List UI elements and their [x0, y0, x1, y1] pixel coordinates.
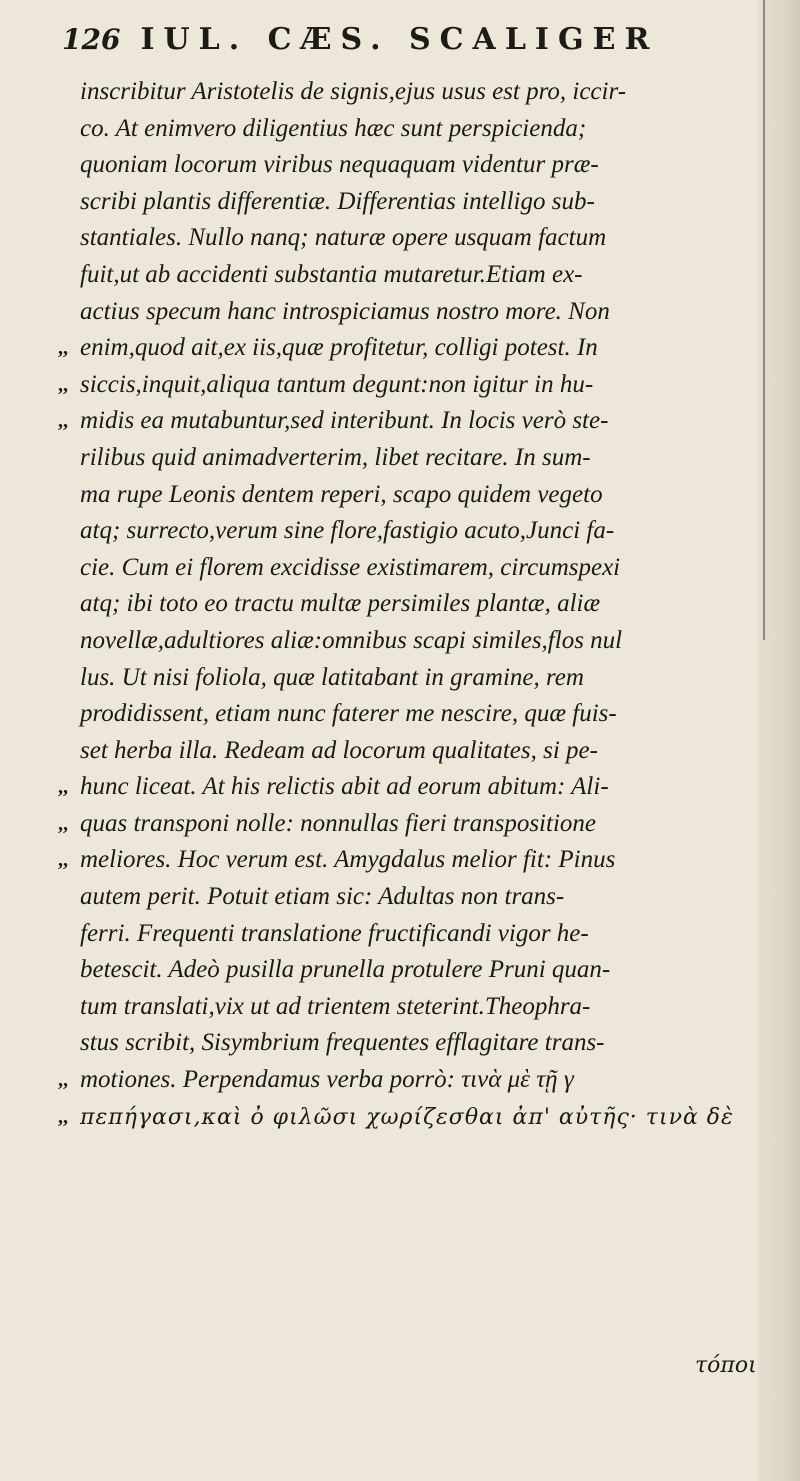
- line-text: quas transponi nolle: nonnullas fieri transpositione: [80, 809, 596, 837]
- line-text: ma rupe Leonis dentem reperi, scapo quidem vegeto: [80, 480, 603, 508]
- running-head: IUL. CÆS. SCALIGER: [140, 22, 659, 57]
- text-line: [62, 623, 766, 660]
- line-text: ferri. Frequenti translatione fructificandi vigor he-: [80, 919, 589, 947]
- quotation-mark: ,,: [58, 410, 68, 433]
- line-text: quoniam locorum viribus nequaquam videntur præ-: [80, 151, 599, 179]
- text-line: [62, 440, 766, 477]
- text-line: [62, 513, 766, 550]
- text-line: [62, 477, 766, 514]
- quotation-mark: ,,: [58, 337, 68, 360]
- text-line: [62, 1025, 766, 1062]
- quotation-mark: ,,: [58, 776, 68, 799]
- text-line: [58, 330, 766, 367]
- line-text: siccis,inquit,aliqua tantum degunt:non igitur in hu-: [80, 370, 594, 398]
- line-text: co. At enimvero diligentius hæc sunt perspicienda;: [80, 114, 587, 142]
- text-line: [62, 916, 766, 953]
- line-text: cie. Cum ei florem excidisse existimarem, circumspexi: [80, 553, 621, 581]
- line-text: autem perit. Potuit etiam sic: Adultas non trans-: [80, 883, 565, 911]
- text-line: [62, 220, 766, 257]
- line-text: motiones. Perpendamus verba porrò: τινὰ μὲ τῇ γ: [80, 1066, 574, 1094]
- line-text: inscribitur Aristotelis de signis,ejus usus est pro, iccir-: [80, 78, 627, 105]
- line-text: tum translati,vix ut ad trientem steterint.Theophra-: [80, 992, 591, 1020]
- text-line: [62, 111, 766, 148]
- line-text: lus. Ut nisi foliola, quæ latitabant in gramine, rem: [80, 663, 584, 691]
- line-text: fuit,ut ab accidenti substantia mutaretur.Etiam ex-: [80, 260, 583, 288]
- line-text: atq; ibi toto eo tractu multæ persimiles plantæ, aliæ: [80, 590, 601, 618]
- text-line: [58, 367, 766, 404]
- quotation-mark: ,,: [58, 849, 68, 872]
- text-line: [62, 952, 766, 989]
- line-text: hunc liceat. At his relictis abit ad eorum abitum: Ali-: [80, 773, 609, 801]
- line-text: midis ea mutabuntur,sed interibunt. In locis verò ste-: [80, 407, 609, 435]
- text-line: [62, 586, 766, 623]
- text-line: [62, 696, 766, 733]
- line-text: πεπήγασι,καὶ ὀ φιλῶσι χωρίζεσθαι ἀπ' αὐτῆς· τινὰ δὲ: [80, 1104, 734, 1130]
- line-text: enim,quod ait,ex iis,quæ profitetur, colligi potest. In: [80, 334, 598, 362]
- quotation-mark: ,,: [58, 812, 68, 835]
- line-text: scribi plantis differentiæ. Differentias intelligo sub-: [80, 187, 595, 215]
- line-text: stus scribit, Sisymbrium frequentes efflagitare trans-: [80, 1029, 605, 1057]
- line-text: rilibus quid animadverterim, libet recitare. In sum-: [80, 443, 591, 471]
- text-line: [58, 1099, 766, 1136]
- catchword: τόποι: [695, 1353, 757, 1378]
- page-header: [62, 22, 658, 66]
- text-line: [62, 184, 766, 221]
- text-line: [58, 842, 766, 879]
- text-line: [62, 879, 766, 916]
- text-line: [62, 257, 766, 294]
- line-text: novellæ,adultiores aliæ:omnibus scapi similes,flos nul: [80, 626, 623, 654]
- quotation-mark: ,,: [58, 1069, 68, 1092]
- page-number: 126: [62, 23, 121, 56]
- text-line: [62, 147, 766, 184]
- quotation-mark: ,,: [58, 1105, 68, 1128]
- line-text: prodidissent, etiam nunc faterer me nescire, quæ fuis-: [80, 700, 617, 728]
- text-line: [58, 806, 766, 843]
- line-text: betescit. Adeò pusilla prunella protulere Pruni quan-: [80, 956, 611, 984]
- text-line: [62, 550, 766, 587]
- line-text: actius specum hanc introspiciamus nostro more. Non: [80, 297, 610, 325]
- text-line: [62, 733, 766, 770]
- text-line: [62, 660, 766, 697]
- line-text: atq; surrecto,verum sine flore,fastigio acuto,Junci fa-: [80, 517, 615, 545]
- text-line: [62, 294, 766, 331]
- body-text: [58, 74, 766, 1135]
- line-text: stantiales. Nullo nanq; naturæ opere usquam factum: [80, 224, 607, 252]
- text-line: [58, 403, 766, 440]
- line-text: set herba illa. Redeam ad locorum qualitates, si pe-: [80, 736, 598, 764]
- quotation-mark: ,,: [58, 373, 68, 396]
- text-line: [58, 1062, 766, 1099]
- text-line: [62, 74, 766, 111]
- text-line: [62, 989, 766, 1026]
- text-line: [58, 769, 766, 806]
- line-text: meliores. Hoc verum est. Amygdalus melior fit: Pinus: [80, 846, 616, 874]
